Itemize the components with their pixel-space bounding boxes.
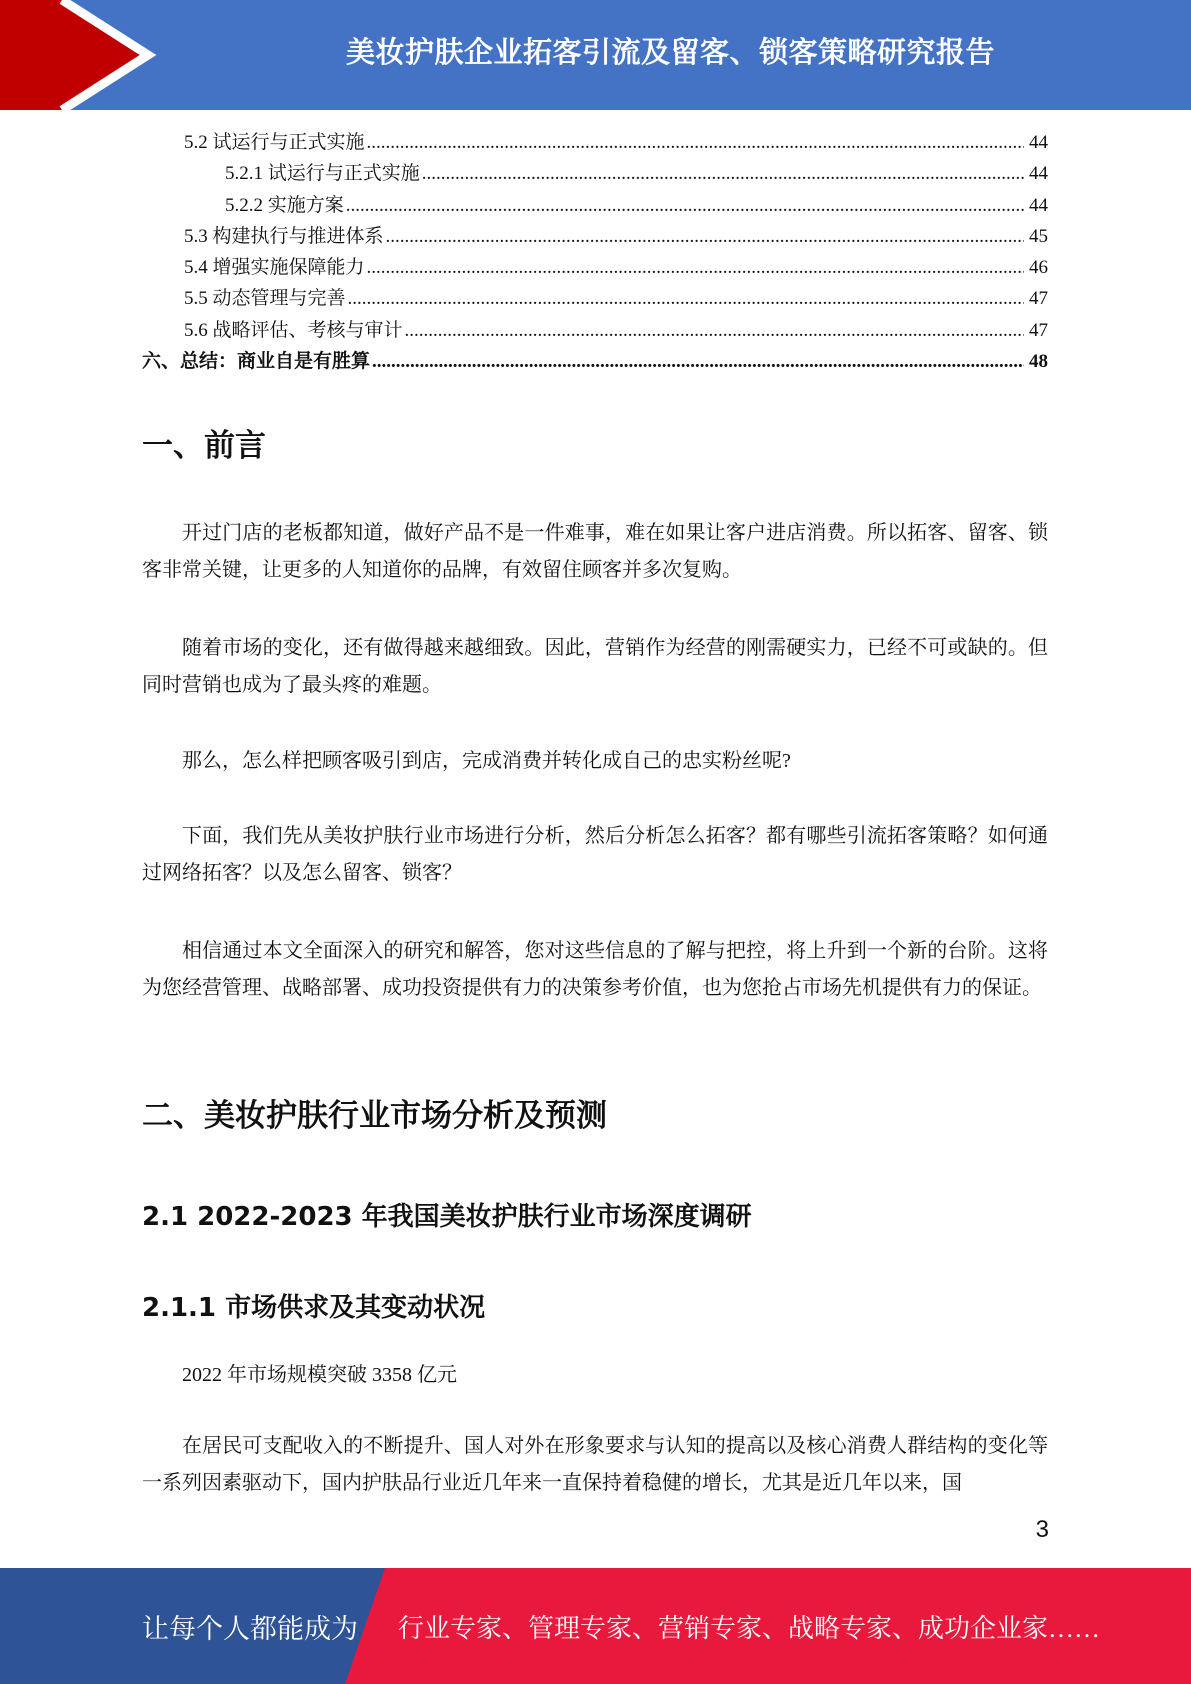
toc-entry-page: 47 [1029, 319, 1048, 341]
subsection-heading-2-1: 2.1 2022-2023 年我国美妆护肤行业市场深度调研 [142, 1202, 752, 1232]
preface-paragraph-3: 那么，怎么样把顾客吸引到店，完成消费并转化成自己的忠实粉丝呢? [182, 750, 791, 772]
toc-entry-page: 46 [1029, 257, 1048, 279]
toc-entry[interactable] [142, 221, 1048, 252]
toc-entry-label: 5.2.1 试运行与正式实施 [225, 163, 420, 185]
toc-entry[interactable] [142, 158, 1048, 189]
toc-dot-leader [348, 283, 1024, 314]
toc-entry-page: 48 [1029, 351, 1048, 373]
toc-entry-label: 5.3 构建执行与推进体系 [184, 225, 384, 247]
toc-entry-label: 六、总结：商业自是有胜算 [142, 351, 371, 373]
toc-entry[interactable] [142, 346, 1048, 377]
toc-entry-label: 5.2.2 实施方案 [225, 194, 344, 216]
market-size-paragraph: 2022 年市场规模突破 3358 亿元 [182, 1364, 457, 1386]
section-heading-market-analysis: 二、美妆护肤行业市场分析及预测 [142, 1098, 607, 1134]
report-title: 美妆护肤企业拓客引流及留客、锁客策略研究报告 [345, 34, 995, 69]
subsection-heading-2-1-1: 2.1.1 市场供求及其变动状况 [142, 1293, 486, 1323]
toc-entry-page: 44 [1029, 163, 1048, 185]
preface-paragraph-2: 随着市场的变化，还有做得越来越细致。因此，营销作为经营的刚需硬实力，已经不可或缺的。但同时营销也成为了最头疼的难题。 [142, 637, 1048, 696]
market-driver-paragraph: 在居民可支配收入的不断提升、国人对外在形象要求与认知的提高以及核心消费人群结构的变化等一系列因素驱动下，国内护肤品行业近几年来一直保持着稳健的增长，尤其是近几年以来，国 [142, 1435, 1048, 1494]
footer-slogan-left: 让每个人都能成为 [142, 1613, 358, 1644]
toc-dot-leader [367, 127, 1024, 158]
footer-slogan-right: 行业专家、管理专家、营销专家、战略专家、成功企业家…… [398, 1613, 1101, 1643]
toc-entry[interactable] [142, 190, 1048, 221]
toc-entry-page: 44 [1029, 194, 1048, 216]
toc-entry-page: 44 [1029, 132, 1048, 153]
preface-paragraph-1: 开过门店的老板都知道，做好产品不是一件难事，难在如果让客户进店消费。所以拓客、留客、锁客非常关键，让更多的人知道你的品牌，有效留住顾客并多次复购。 [142, 522, 1048, 581]
section-heading-preface: 一、前言 [142, 428, 266, 464]
toc-entry-label: 5.2 试运行与正式实施 [184, 132, 365, 153]
toc-dot-leader [346, 190, 1024, 221]
toc-entry[interactable] [142, 283, 1048, 314]
toc-entry[interactable] [142, 252, 1048, 283]
toc-dot-leader [405, 315, 1024, 346]
preface-paragraph-4: 下面，我们先从美妆护肤行业市场进行分析，然后分析怎么拓客？都有哪些引流拓客策略？如何通过网络拓客？以及怎么留客、锁客？ [142, 825, 1048, 884]
header-red-arrow-decoration [0, 0, 160, 110]
toc-entry[interactable] [142, 315, 1048, 346]
toc-dot-leader [386, 221, 1024, 252]
toc-entry[interactable] [142, 127, 1048, 158]
page-header [0, 0, 1191, 110]
toc-dot-leader [367, 252, 1024, 283]
page-footer [0, 1568, 1191, 1684]
toc-dot-leader [422, 158, 1024, 189]
toc-entry-label: 5.5 动态管理与完善 [184, 288, 346, 310]
toc-entry-page: 47 [1029, 288, 1048, 310]
table-of-contents [142, 127, 1048, 377]
toc-entry-page: 45 [1029, 225, 1048, 247]
toc-dot-leader [372, 346, 1024, 377]
preface-paragraph-5: 相信通过本文全面深入的研究和解答，您对这些信息的了解与把控，将上升到一个新的台阶。这将为您经营管理、战略部署、成功投资提供有力的决策参考价值，也为您抢占市场先机提供有力的保证。 [142, 940, 1048, 999]
toc-entry-label: 5.6 战略评估、考核与审计 [184, 319, 403, 341]
page-number: 3 [1035, 1516, 1049, 1543]
toc-entry-label: 5.4 增强实施保障能力 [184, 257, 365, 279]
